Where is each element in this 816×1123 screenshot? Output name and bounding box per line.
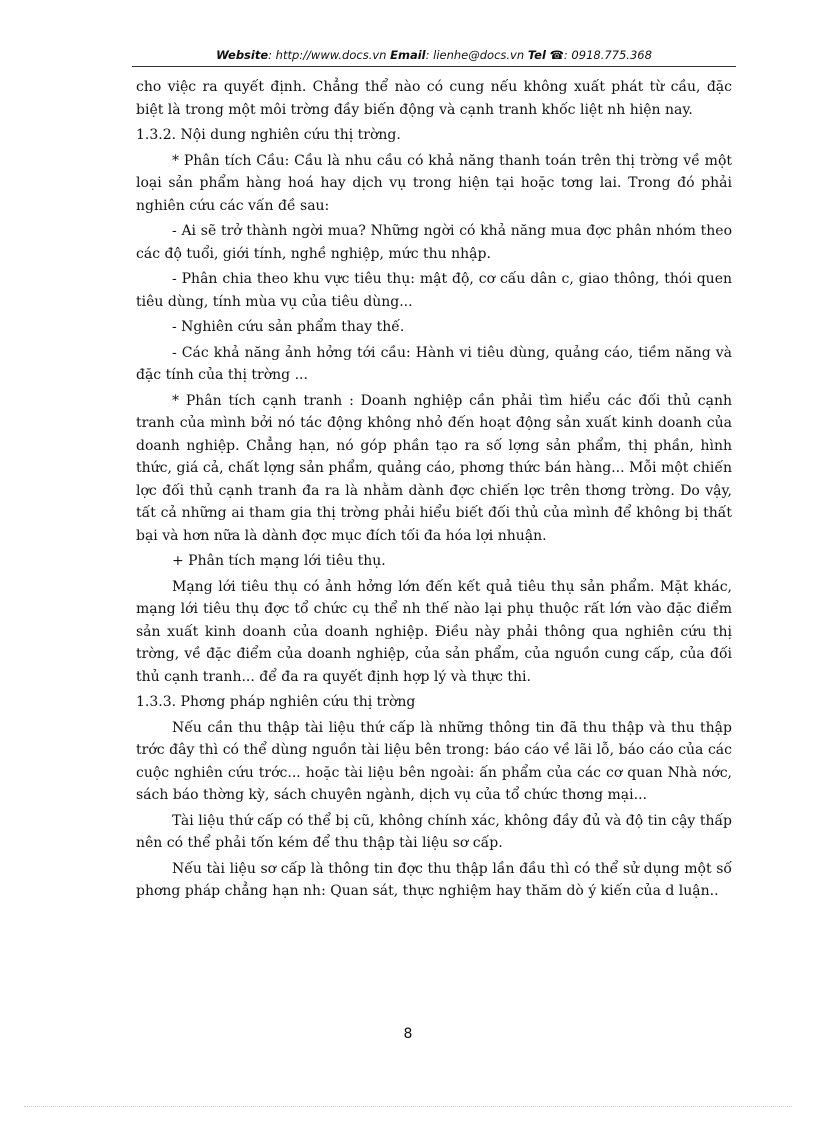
- page-header: [132, 48, 736, 62]
- paragraph: Mạng lới tiêu thụ có ảnh hởng lớn đến kết quả tiêu thụ sản phẩm. Mặt khác, mạng lới tiêu thụ đợc tổ chức cụ thể nh thế nào lại phụ thuộc rất lớn vào đặc điểm sản xuất kinh doanh của doanh nghiệp. Điều này phải thông qua nghiên cứu thị trờng, về đặc điểm của doanh nghiệp, của sản phẩm, của nguồn cung cấp, của đối thủ cạnh tranh... để đa ra quyết định hợp lý và thực thi.: [136, 578, 732, 685]
- email-label: Email: [390, 48, 426, 62]
- phone-icon: ☎: [549, 48, 564, 62]
- paragraph: * Phân tích Cầu: Cầu là nhu cầu có khả năng thanh toán trên thị trờng về một loại sản phẩm hàng hoá hay dịch vụ trong hiện tại hoặc tơng lai. Trong đó phải nghiên cứu các vấn đề sau:: [136, 152, 732, 214]
- section-heading: 1.3.2. Nội dung nghiên cứu thị trờng.: [136, 127, 401, 143]
- website-value: : http://www.docs.vn: [268, 48, 387, 62]
- list-item: - Phân chia theo khu vực tiêu thụ: mật độ, cơ cấu dân c, giao thông, thói quen tiêu dùng, tính mùa vụ của tiêu dùng...: [136, 271, 732, 310]
- footer-divider: [24, 1106, 792, 1107]
- page-number: 8: [403, 1026, 413, 1042]
- header-rule: [132, 66, 736, 67]
- email-value: : lienhe@docs.vn: [425, 48, 525, 62]
- paragraph: cho việc ra quyết định. Chẳng thể nào có cung nếu không xuất phát từ cầu, đặc biệt là trong một môi trờng đầy biến động và cạnh tranh khốc liệt nh hiện nay.: [136, 79, 732, 118]
- list-item: - Ai sẽ trở thành ngời mua? Những ngời có khả năng mua đợc phân nhóm theo các độ tuổi, giới tính, nghề nghiệp, mức thu nhập.: [136, 223, 732, 262]
- paragraph: Nếu cần thu thập tài liệu thứ cấp là những thông tin đã thu thập và thu thập trớc đây thì có thể dùng nguồn tài liệu bên trong: báo cáo về lãi lỗ, báo cáo của các cuộc nghiên cứu trớc... hoặc tài liệu bên ngoài: ấn phẩm của các cơ quan Nhà nớc, sách báo thờng kỳ, sách chuyên ngành, dịch vụ của tổ chức thơng mại...: [136, 719, 732, 803]
- section-heading: 1.3.3. Phơng pháp nghiên cứu thị trờng: [136, 694, 416, 710]
- tel-value: : 0918.775.368: [563, 48, 652, 62]
- paragraph: Tài liệu thứ cấp có thể bị cũ, không chính xác, không đầy đủ và độ tin cậy thấp nên có thể phải tốn kém để thu thập tài liệu sơ cấp.: [136, 812, 732, 851]
- list-item: - Nghiên cứu sản phẩm thay thế.: [172, 319, 405, 335]
- list-item: - Các khả năng ảnh hởng tới cầu: Hành vi tiêu dùng, quảng cáo, tiềm năng và đặc tính của thị trờng ...: [136, 344, 732, 383]
- subheading: + Phân tích mạng lới tiêu thụ.: [172, 553, 386, 569]
- website-label: Website: [216, 48, 269, 62]
- document-body: [136, 76, 732, 906]
- tel-label: Tel: [527, 48, 546, 62]
- paragraph: Nếu tài liệu sơ cấp là thông tin đợc thu thập lần đầu thì có thể sử dụng một số phơng pháp chẳng hạn nh: Quan sát, thực nghiệm hay thăm dò ý kiến của d luận..: [136, 860, 732, 899]
- paragraph: * Phân tích cạnh tranh : Doanh nghiệp cần phải tìm hiểu các đối thủ cạnh tranh của mình bởi nó tác động không nhỏ đến hoạt động sản xuất kinh doanh của doanh nghiệp. Chẳng hạn, nó góp phần tạo ra số lợng sản phẩm, thị phần, hình thức, giá cả, chất lợng sản phẩm, quảng cáo, phơng thức bán hàng... Mỗi một chiến lợc đối thủ cạnh tranh đa ra là nhằm dành đợc chiến lợc trên thơng trờng. Do vậy, tất cả những ai tham gia thị trờng phải hiểu biết đối thủ của mình để không bị thất bại và hơn nữa là dành đợc mục đích tối đa hóa lợi nhuận.: [136, 392, 732, 544]
